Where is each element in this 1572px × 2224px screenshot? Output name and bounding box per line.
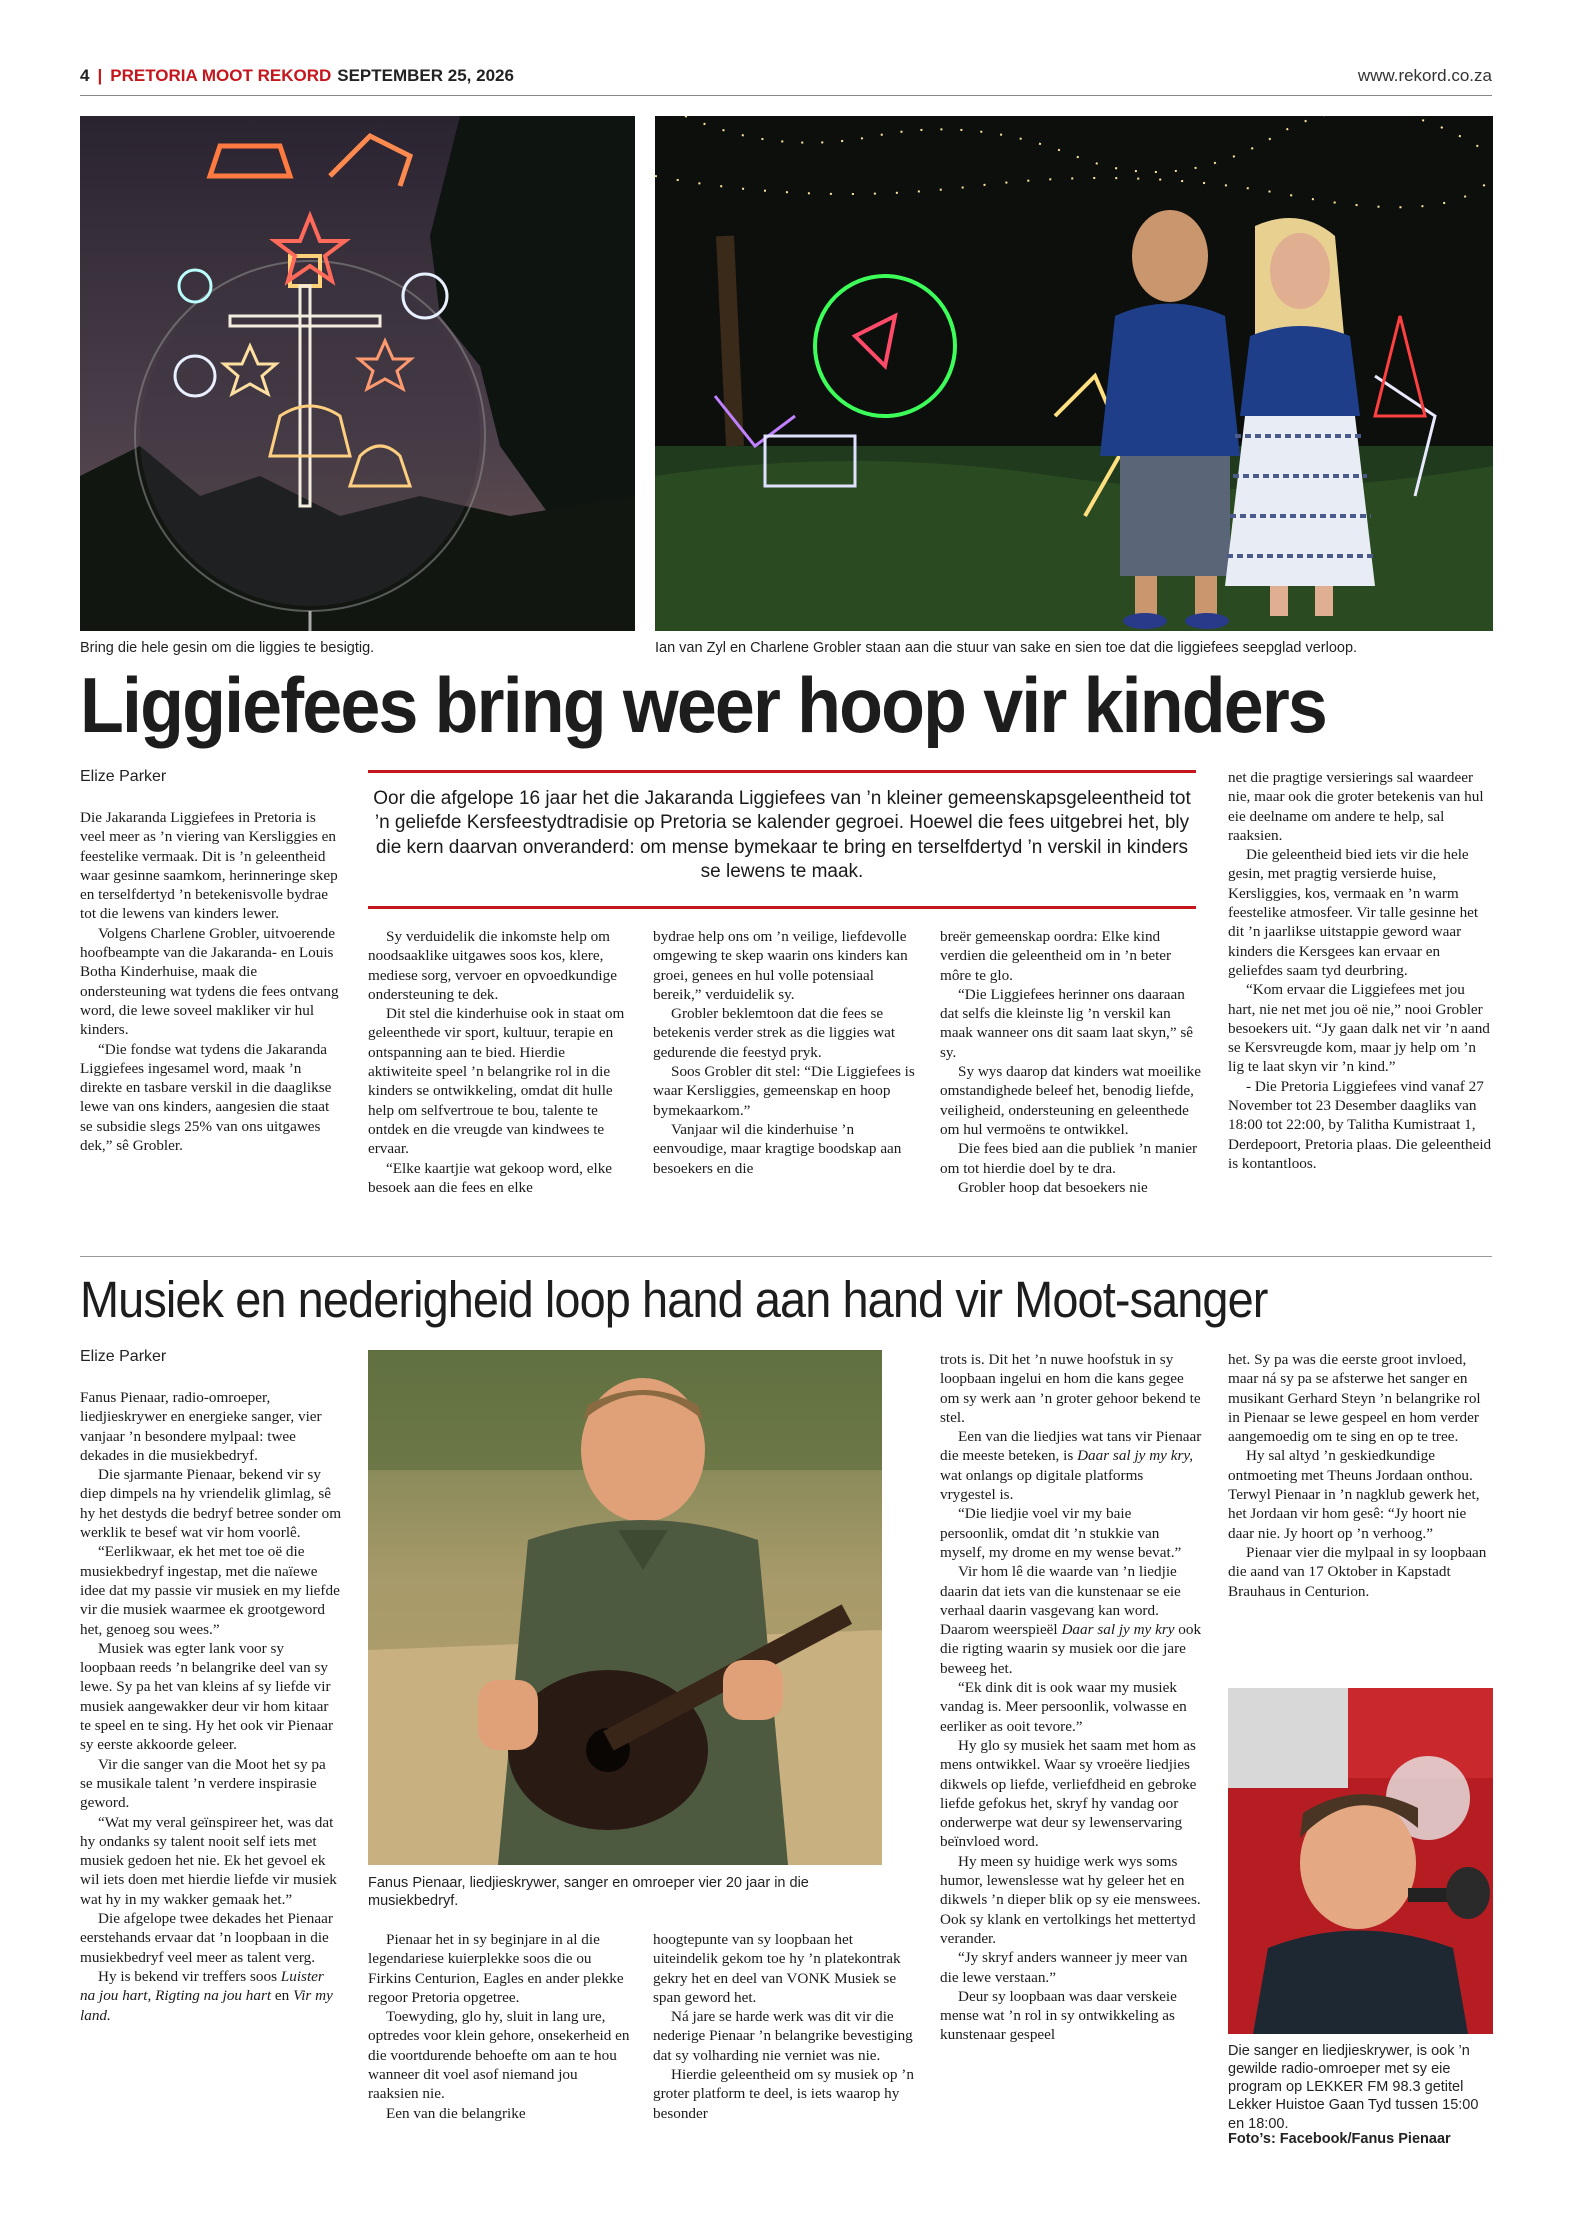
paragraph: “Eerlikwaar, ek het met toe oë die musiekbedryf ingestap, met die naïewe idee dat my passie vir musiek en my liefde vir die musiek waarmee ek grootgeword het, genoeg sou wees.” xyxy=(80,1543,340,1638)
pullquote-bottom-rule xyxy=(368,906,1196,909)
paragraph: Sy wys daarop dat kinders wat moeilike omstandighede beleef het, benodig liefde, veiligheid, ondersteuning en geleenthede om hul vermoëns te ontwikkel. xyxy=(940,1063,1201,1138)
paragraph: Die afgelope twee dekades het Pienaar eerstehands ervaar dat ’n loopbaan in die musiekbedryf veel meer as talent verg. xyxy=(80,1910,333,1966)
paragraph: “Die fondse wat tydens die Jakaranda Liggiefees ingesamel word, maak ’n direkte en tasbare verskil in die daaglikse lewe van ons kinders, aangesien die staat se subsidie slegs 25% van ons uitgawes dek,” sê Grobler. xyxy=(80,1040,332,1155)
paragraph: “Die Liggiefees herinner ons daaraan dat selfs die kleinste lig ’n verskil kan maak wanneer ons dit saam laat skyn,” sê sy. xyxy=(940,985,1194,1061)
paragraph xyxy=(80,1967,342,2025)
text: wat onlangs op digitale platforms vrygestel is. xyxy=(940,1466,1144,1504)
paragraph: Sy verduidelik die inkomste help om noodsaaklike uitgawes soos kos, klere, mediese sorg, vervoer en opvoedkundige ondersteuning te dek. xyxy=(368,928,617,1003)
article2-byline: Elize Parker xyxy=(80,1348,167,1365)
text: Een van die liedjies wat tans vir Pienaar die meeste beteken, is xyxy=(940,1428,1202,1465)
article1-column-1 xyxy=(80,808,342,1155)
paragraph: Toewyding, glo hy, sluit in lang ure, optredes voor klein gehore, onsekerheid en die voortdurende behoefte om aan te hou wanneer dit voel asof niemand jou raaksien nie. xyxy=(368,2008,630,2103)
paragraph: Grobler hoop dat besoekers nie xyxy=(958,1178,1148,1196)
paragraph xyxy=(940,1562,1202,1678)
paragraph: Hy glo sy musiek het saam met hom as mens ontwikkel. Waar sy vroeëre liedjies dikwels op liefde, verliefdheid en gebroke liefde gefokus het, skryf hy vandag oor onderwerpe wat deur sy lewenservaring beïnvloed word. xyxy=(940,1736,1197,1851)
article2-column-4 xyxy=(940,1350,1202,2045)
pullquote-top-rule xyxy=(368,770,1196,773)
article1-column-2 xyxy=(368,927,630,1197)
article1-column-4 xyxy=(940,927,1202,1197)
paragraph: Volgens Charlene Grobler, uitvoerende hoofbeampte van die Jakaranda- en Louis Botha Kinderhuise, maak die ondersteuning wat tydens die fees ontvang word, die lewe soveel makliker vir hul kinders. xyxy=(80,924,339,1039)
paragraph: Die fees bied aan die publiek ’n manier om tot hierdie doel by te dra. xyxy=(940,1140,1198,1177)
paragraph: net die pragtige versierings sal waardeer nie, maar ook die groter betekenis van hul eie deelname om andere te help, sal raaksien. xyxy=(1228,769,1484,844)
text: en xyxy=(274,1987,290,2005)
photo2-caption: Ian van Zyl en Charlene Grobler staan aan die stuur van sake en sien toe dat die liggiefees seepglad verloop. xyxy=(655,640,1358,656)
paragraph: “Elke kaartjie wat gekoop word, elke besoek aan die fees en elke xyxy=(368,1159,613,1196)
paragraph: Grobler beklemtoon dat die fees se betekenis verder strek as die liggies wat gedurende die feestyd pryk. xyxy=(653,1005,896,1061)
paragraph: Hy sal altyd ’n geskiedkundige ontmoeting met Theuns Jordaan onthou. Terwyl Pienaar in ’n nagklub gewerk het, het Jordaan vir hom gesê: “Jy hoort nie daar nie. Jy hoort op ’n verhoog.” xyxy=(1228,1447,1480,1542)
paragraph: “Jy skryf anders wanneer jy meer van die lewe verstaan.” xyxy=(940,1949,1188,1986)
article2-headline: Musiek en nederigheid loop hand aan hand vir Moot-sanger xyxy=(80,1271,1268,1328)
photo4-caption: Die sanger en liedjieskrywer, is ook ’n gewilde radio-omroeper met sy eie program op LEKKER FM 98.3 getitel Lekker Huistoe Gaan Tyd tussen 15:00 en 18:00. xyxy=(1228,2043,1479,2132)
article2-column-3 xyxy=(653,1930,915,2123)
song-title: Daar sal jy my kry xyxy=(1061,1621,1175,1639)
paragraph xyxy=(940,1427,1202,1504)
paragraph: Dit stel die kinderhuise ook in staat om geleenthede vir sport, kultuur, terapie en ontspanning aan te bied. Hierdie aktiwiteite speel ’n belangrike rol in die kinders se ontwikkeling, omdat dit hulle help om selfvertroue te bou, talente te ontdek en die vreugde van kindwees te ervaar. xyxy=(368,1005,625,1158)
paragraph: - Die Pretoria Liggiefees vind vanaf 27 November tot 23 Desember daagliks van 18:00 tot 22:00, by Talitha Kumistraat 1, Derdepoort, Pretoria plaas. Die geleentheid is kontantloos. xyxy=(1228,1077,1492,1172)
photo-credit: Foto’s: Facebook/Fanus Pienaar xyxy=(1228,2131,1451,2147)
paragraph: Vir die sanger van die Moot het sy pa se musikale talent ’n verdere inspirasie geword. xyxy=(80,1755,326,1812)
paragraph: Die sjarmante Pienaar, bekend vir sy diep dimpels na hy vriendelik glimlag, sê hy het destyds die bedryf betree sonder om werklik te besef wat vir hom voorlê. xyxy=(80,1466,342,1542)
paragraph: breër gemeenskap oordra: Elke kind verdien die geleentheid om in ’n beter môre te glo. xyxy=(940,928,1172,984)
publication-name: PRETORIA MOOT REKORD xyxy=(110,66,332,85)
paragraph: Soos Grobler dit stel: “Die Liggiefees is waar Kersliggies, gemeenskap en hoop bymekaarkom.” xyxy=(653,1063,915,1119)
text: Vir hom lê die waarde van ’n liedjie daarin dat iets van die kunstenaar se eie verhaal daarin vasgevang kan word. Daarom weerspieël xyxy=(940,1563,1181,1639)
page-header xyxy=(80,60,1492,96)
photo3-caption: Fanus Pienaar, liedjieskrywer, sanger en omroeper vier 20 jaar in die musiekbedryf. xyxy=(368,1875,809,1910)
paragraph: Vanjaar wil die kinderhuise ’n eenvoudige, maar kragtige boodskap aan besoekers en die xyxy=(653,1120,902,1177)
page-number: 4 xyxy=(80,66,90,85)
paragraph: Die Jakaranda Liggiefees in Pretoria is veel meer as ’n viering van Kersliggies en feestelike vermaak. Dit is ’n geleentheid waar gesinne saamkom, herinneringe skep en terselfdertyd ’n betekenisvolle bydrae tot die lewens van kinders lewer. xyxy=(80,809,338,923)
article2-column-2 xyxy=(368,1930,630,2123)
photo-light-sculpture xyxy=(80,116,635,631)
paragraph: het. Sy pa was die eerste groot invloed, maar ná sy pa se afsterwe het sanger en musikant Gerhard Steyn ’n belangrike rol in Pienaar se lewe gespeel en hom verder aangemoedig om te sing en op te tree. xyxy=(1228,1351,1481,1446)
photo-singer-guitar xyxy=(368,1350,882,1865)
paragraph: trots is. Dit het ’n nuwe hoofstuk in sy loopbaan ingelui en hom die kans gegee om sy werk aan ’n groter gehoor bekend te stel. xyxy=(940,1351,1201,1426)
text: ook die rigting waarin sy musiek oor die jare beweeg het. xyxy=(940,1621,1202,1677)
article1-column-5 xyxy=(1228,768,1493,1173)
paragraph: Pienaar het in sy beginjare in al die legendariese kuierplekke soos die ou Firkins Centurion, Eagles en ander plekke regoor Pretoria opgetree. xyxy=(368,1931,624,2006)
paragraph: Pienaar vier die mylpaal in sy loopbaan die aand van 17 Oktober in Kapstadt Brauhaus in Centurion. xyxy=(1228,1543,1487,1600)
song-titles: Luister na jou hart, Rigting na jou hart xyxy=(80,1967,324,2005)
photo-organisers xyxy=(655,116,1493,631)
issue-date: SEPTEMBER 25, 2026 xyxy=(337,66,514,85)
article2-column-5 xyxy=(1228,1350,1493,1601)
header-left xyxy=(80,66,514,86)
paragraph: “Ek dink dit is ook waar my musiek vandag is. Meer persoonlik, volwasse en eerliker as ooit tevore.” xyxy=(940,1679,1187,1735)
song-title: Daar sal jy my kry, xyxy=(1077,1447,1194,1465)
paragraph: Ná jare se harde werk was dit vir die nederige Pienaar ’n belangrike bevestiging dat sy volharding nie verniet was nie. xyxy=(653,2008,913,2064)
paragraph: hoogtepunte van sy loopbaan het uiteindelik gekom toe hy ’n platekontrak gekry het en deel van VONK Musiek se span geword het. xyxy=(653,1931,901,2006)
paragraph: Fanus Pienaar, radio-omroeper, liedjieskrywer en energieke sanger, vier vanjaar ’n besondere mylpaal: twee dekades in die musiekbedryf. xyxy=(80,1389,322,1464)
paragraph: Een van die belangrike xyxy=(386,2104,526,2122)
paragraph: bydrae help ons om ’n veilige, liefdevolle omgewing te skep waarin ons kinders kan groei, genees en hul volle potensiaal bereik,” verduidelik sy. xyxy=(653,928,908,1003)
article1-column-3 xyxy=(653,927,915,1178)
paragraph: “Wat my veral geïnspireer het, was dat hy ondanks sy talent nooit self iets met musiek gedoen het nie. Ek het gevoel ek wil iets doen met hierdie liefde vir musiek wat hy in my wakker gemaak het.” xyxy=(80,1813,337,1908)
article1-pullquote: Oor die afgelope 16 jaar het die Jakaranda Liggiefees van ’n kleiner gemeenskapsgeleentheid tot ’n geliefde Kersfeestydtradisie op Pretoria se kalender gegroei. Hoewel die fees uitgebrei het, bly die kern daarvan onveranderd: om mense bymekaar te bring en terselfdertyd ’n verskil in kinders se lewens te maak. xyxy=(373,788,1191,882)
song-title: Vir my land. xyxy=(80,1987,333,2024)
article1-headline: Liggiefees bring weer hoop vir kinders xyxy=(80,661,1326,749)
article2-column-1 xyxy=(80,1388,342,2025)
paragraph: Hierdie geleentheid om sy musiek op ’n groter platform te deel, is iets waarop hy besonder xyxy=(653,2066,914,2122)
article1-byline: Elize Parker xyxy=(80,768,167,785)
photo-radio-studio xyxy=(1228,1688,1493,2034)
paragraph: “Die liedjie voel vir my baie persoonlik, omdat dit ’n stukkie van myself, my drome en my wense bevat.” xyxy=(940,1505,1182,1561)
website-link[interactable]: www.rekord.co.za xyxy=(1357,66,1492,85)
photo1-caption: Bring die hele gesin om die liggies te besigtig. xyxy=(80,640,375,656)
paragraph: Hy meen sy huidige werk wys soms humor, lewenslesse wat hy geleer het en dikwels ’n dieper blik op sy eie menswees. Ook sy klank en vertolkings het mettertyd verander. xyxy=(940,1852,1201,1947)
paragraph: Die geleentheid bied iets vir die hele gesin, met pragtig versierde huise, Kersliggies, kos, vermaak en ’n warm feestelike atmosfeer. Vir talle gesinne het dit ’n jaarlikse uitstappie geword waar kinders die Kersgees kan ervaar en geliefdes saam tyd deurbring. xyxy=(1228,846,1479,979)
paragraph: Deur sy loopbaan was daar verskeie mense wat ’n rol in sy ontwikkeling as kunstenaar gespeel xyxy=(940,1987,1177,2044)
text: Hy is bekend vir treffers soos xyxy=(98,1967,277,1985)
paragraph: Musiek was egter lank voor sy loopbaan reeds ’n belangrike deel van sy lewe. Sy pa het van kleins af sy liefde vir musiek aangewakker deur vir hom kitaar te speel en te sing. Hy het ook vir Pienaar sy eerste akkoorde geleer. xyxy=(80,1639,334,1754)
header-separator: | xyxy=(97,66,103,85)
paragraph: “Kom ervaar die Liggiefees met jou hart, nie net met jou oë nie,” nooi Grobler besoekers uit. “Jy gaan dalk net vir ’n aand se Kersvreugde kom, maar jy help om ’n lig te laat skyn vir ’n kind.” xyxy=(1228,981,1490,1076)
article-divider xyxy=(80,1256,1492,1257)
